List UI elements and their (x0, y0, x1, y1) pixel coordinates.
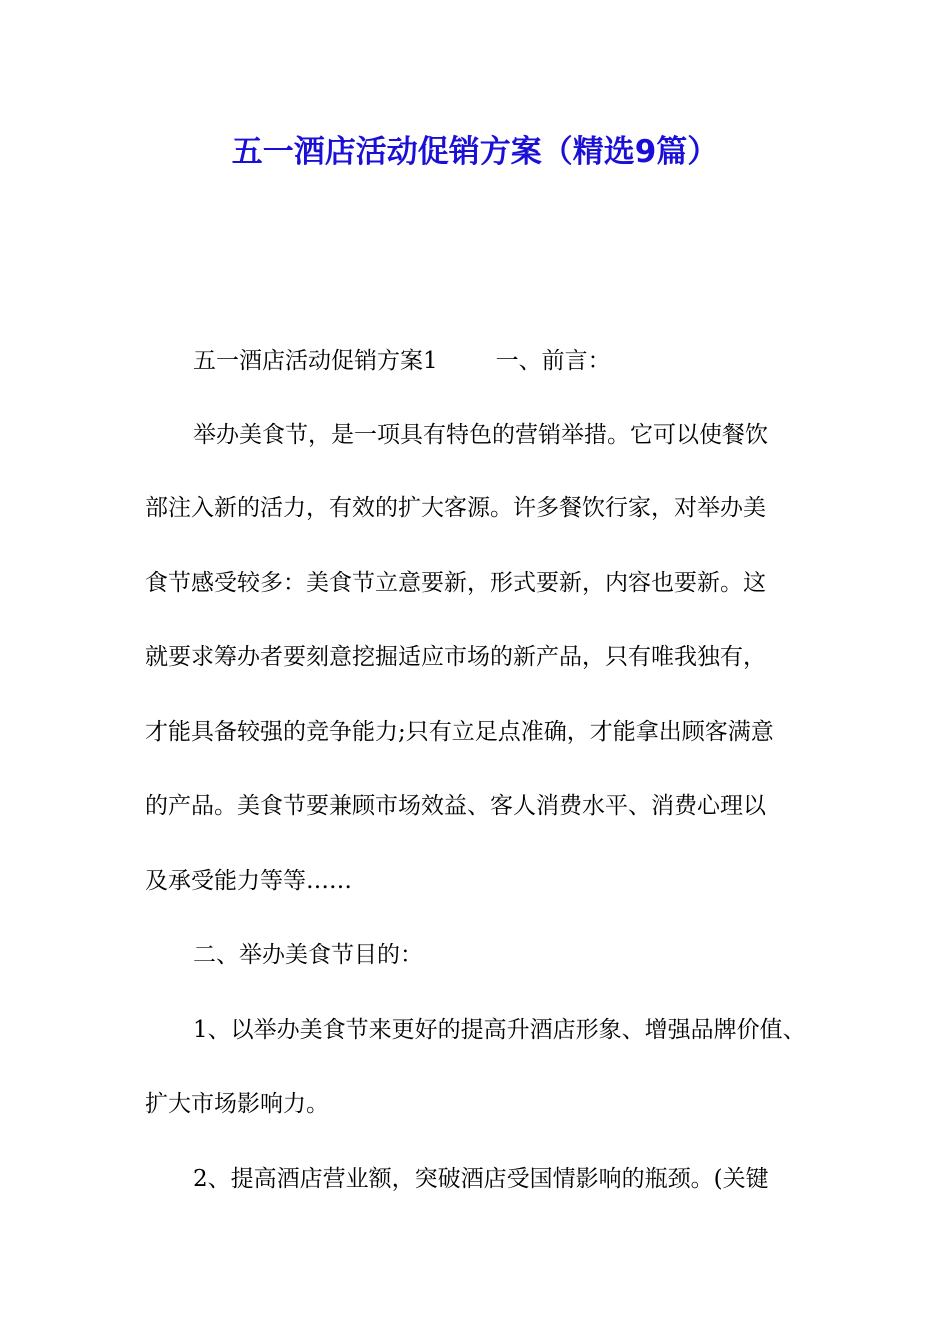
list-item-line: 1、以举办美食节来更好的提高升酒店形象、增强品牌价值、 (193, 1017, 806, 1043)
section-heading: 一、前言： (495, 348, 611, 374)
paragraph-line: 食节感受较多：美食节立意要新，形式要新，内容也要新。这 (145, 570, 766, 596)
paragraph-line: 才能具备较强的竞争能力;只有立足点准确，才能拿出顾客满意 (145, 719, 774, 745)
section-heading-line (193, 344, 611, 378)
paragraph-line: 部注入新的活力，有效的扩大客源。许多餐饮行家，对举办美 (145, 495, 766, 521)
paragraph-line: 就要求筹办者要刻意挖掘适应市场的新产品，只有唯我独有， (145, 644, 766, 670)
list-item-line: 扩大市场影响力。 (145, 1091, 329, 1117)
paragraph-line: 的产品。美食节要兼顾市场效益、客人消费水平、消费心理以 (145, 793, 766, 819)
section-heading: 二、举办美食节目的： (193, 942, 423, 968)
article-title: 五一酒店活动促销方案1 (193, 348, 438, 374)
paragraph-line: 及承受能力等等…… (145, 868, 352, 894)
list-item-line: 2、提高酒店营业额，突破酒店受国情影响的瓶颈。(关键 (193, 1166, 769, 1192)
paragraph-line: 举办美食节，是一项具有特色的营销举措。它可以使餐饮 (193, 422, 768, 448)
document-title: 五一酒店活动促销方案（精选9篇） (231, 134, 719, 170)
